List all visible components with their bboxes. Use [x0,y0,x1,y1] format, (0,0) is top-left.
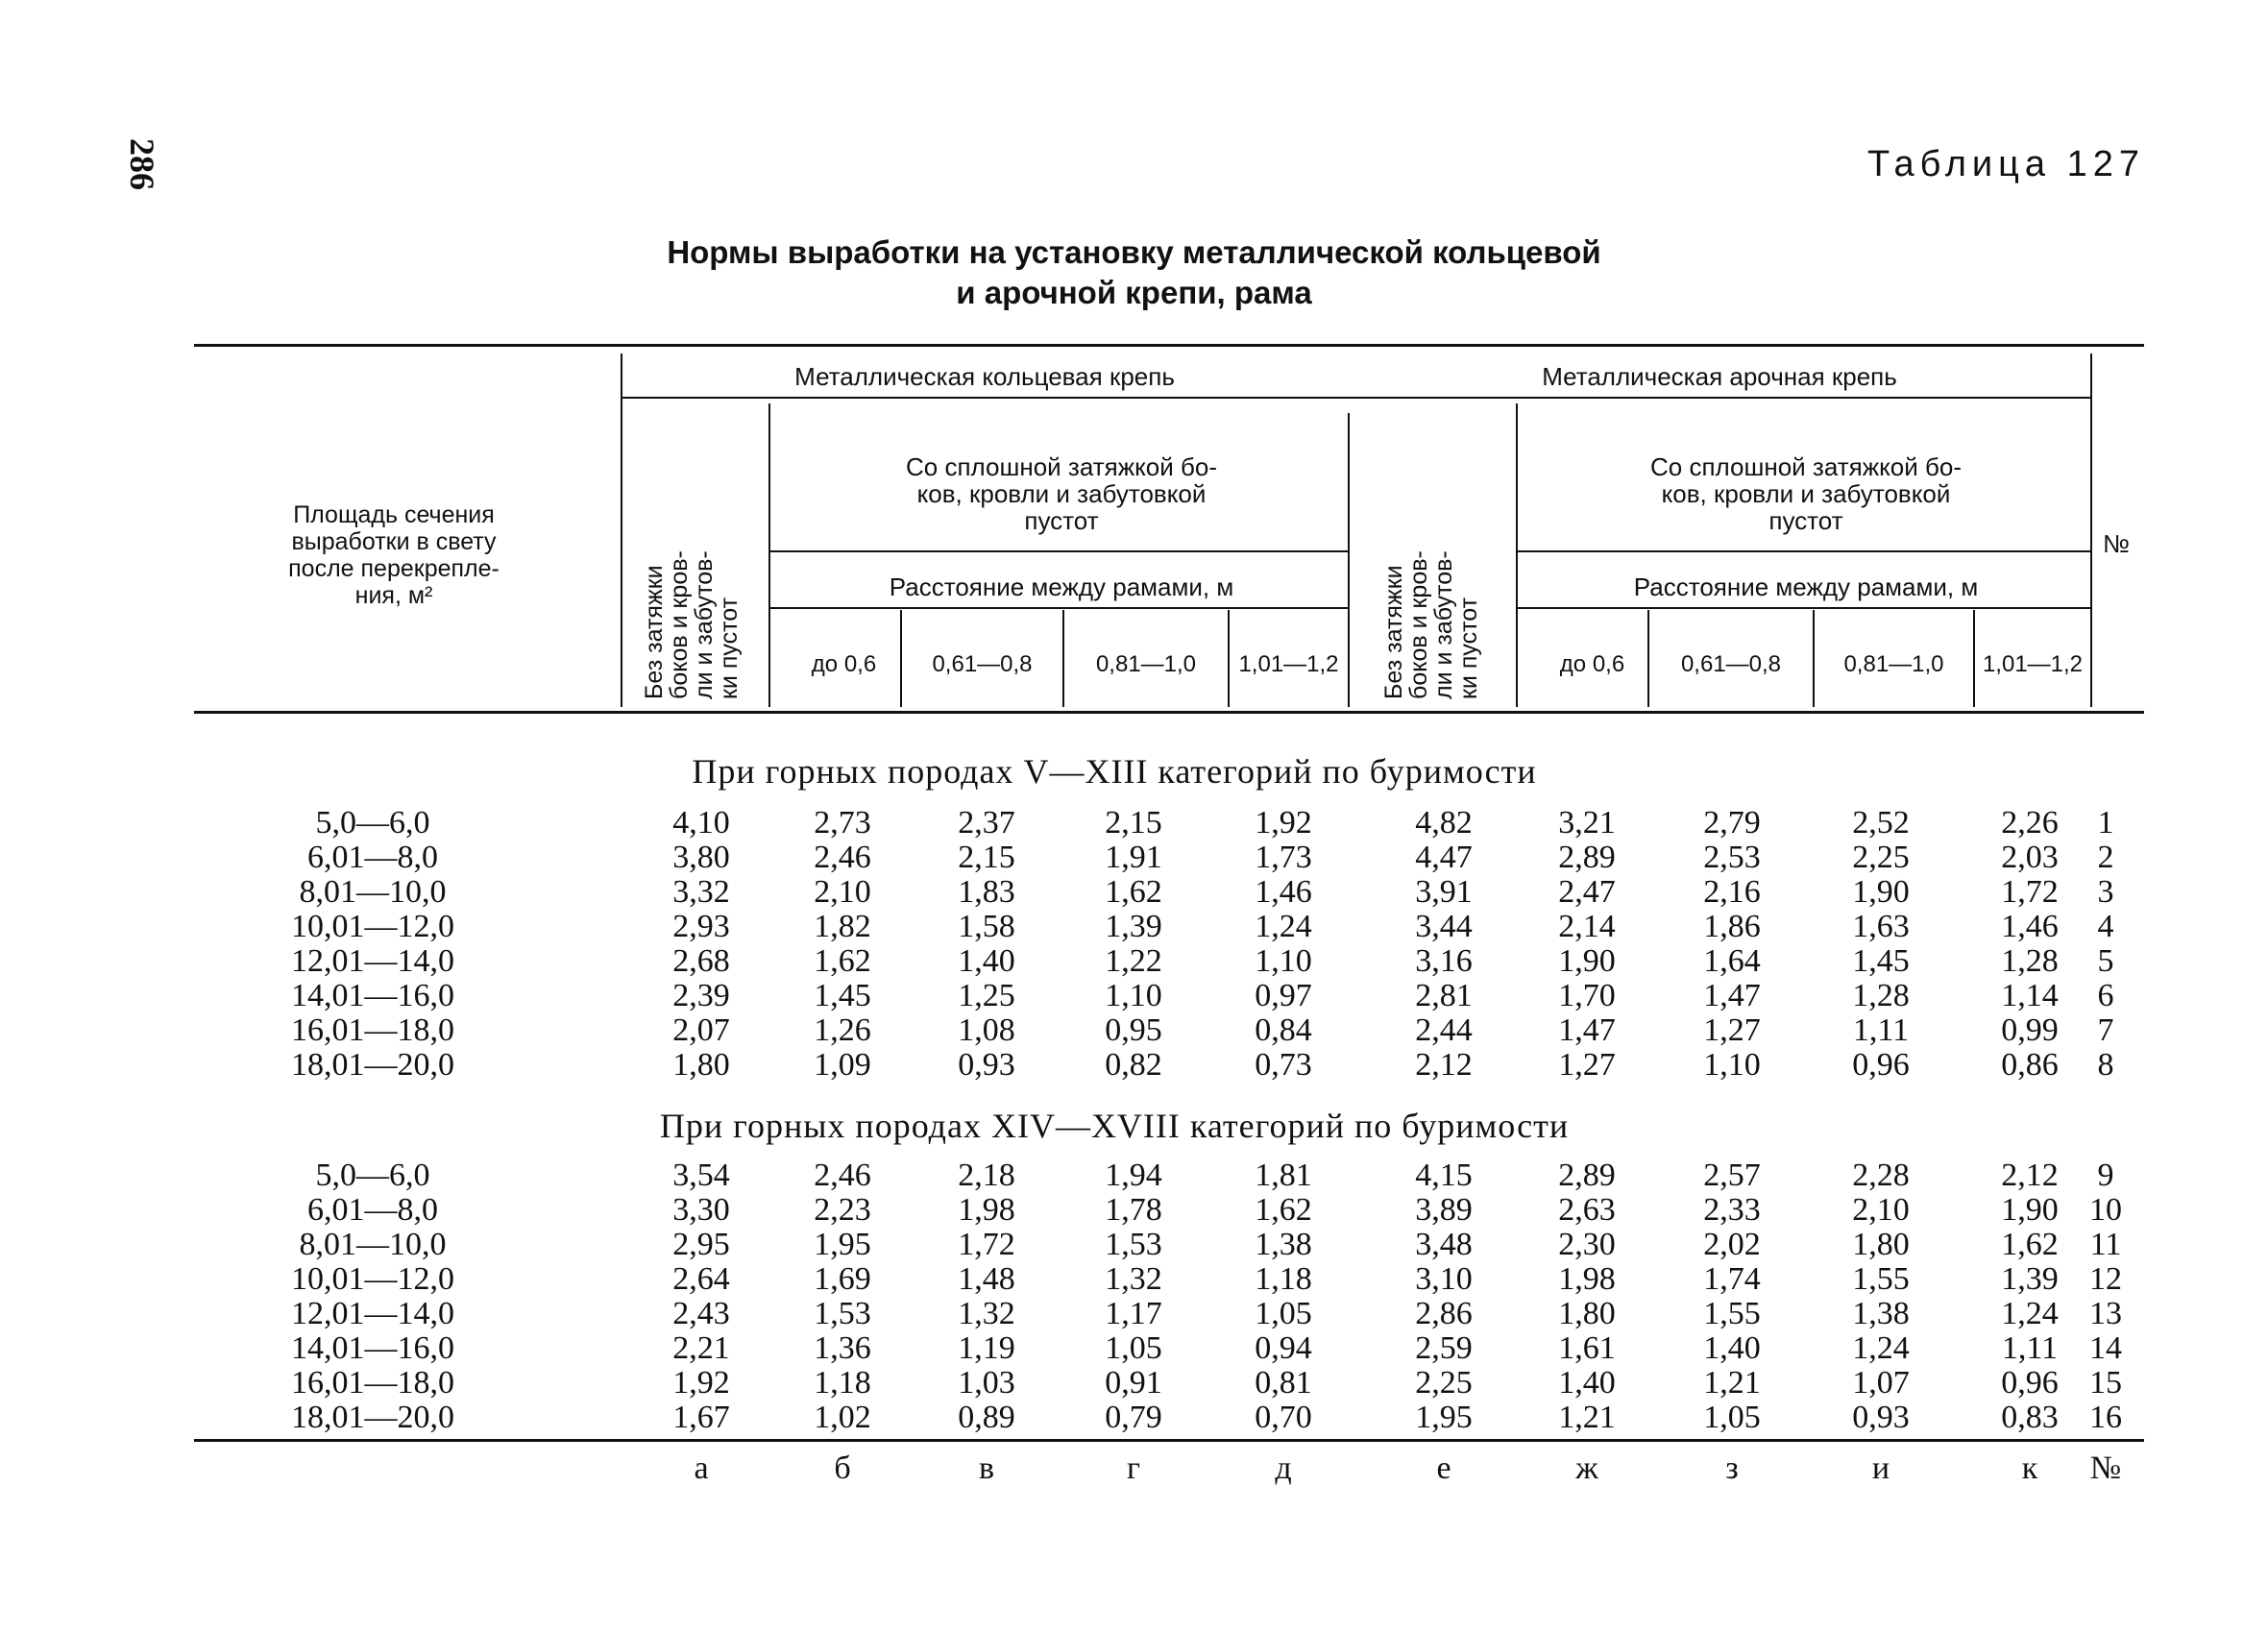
value-cell: 1,08 [958,1012,1015,1048]
value-cell: 1,02 [814,1400,871,1435]
value-cell: 1,18 [814,1365,871,1401]
value-cell: 1,32 [1105,1261,1162,1297]
value-cell: 2,23 [814,1192,871,1228]
value-cell: 2,37 [958,805,1015,841]
arch-no-tie-line-3: ли и забутов- [1430,550,1457,699]
arch-solid-line-3: пустот [1768,506,1843,535]
value-cell: 1,21 [1703,1365,1761,1401]
value-cell: 0,99 [2001,1012,2059,1048]
value-cell: 1,55 [1852,1261,1910,1297]
value-cell: 1,53 [1105,1227,1162,1262]
value-cell: 1,81 [1255,1158,1312,1193]
value-cell: 1,80 [1558,1296,1616,1331]
area-cell: 16,01—18,0 [291,1365,454,1401]
value-cell: 1,73 [1255,840,1312,875]
value-cell: 2,07 [672,1012,730,1048]
section-1-title: При горных породах V—XIII категорий по буримости [692,752,1537,791]
ring-solid-line-1: Со сплошной затяжкой бо- [906,452,1217,481]
row-number-cell: 15 [2089,1365,2122,1401]
value-cell: 2,30 [1558,1227,1616,1262]
value-cell: 1,46 [2001,909,2059,944]
column-letter: ж [1575,1450,1598,1486]
table-row [0,1330,2268,1365]
ring-no-tie-line-4: ки пустот [716,597,743,699]
table-row [0,1365,2268,1400]
value-cell: 1,24 [1255,909,1312,944]
value-cell: 0,89 [958,1400,1015,1435]
table-row [0,1296,2268,1330]
value-cell: 4,47 [1415,840,1473,875]
arch-group-header: Металлическая арочная крепь [1542,362,1897,391]
value-cell: 1,61 [1558,1330,1616,1366]
value-cell: 1,11 [1852,1012,1910,1048]
arch-solid-tie-header [1523,453,2089,534]
value-cell: 1,19 [958,1330,1015,1366]
area-header-line-4: ния, м² [354,582,433,609]
value-cell: 0,96 [2001,1365,2059,1401]
value-cell: 2,95 [672,1227,730,1262]
row-number-cell: 3 [2097,874,2114,910]
value-cell: 1,90 [1558,943,1616,979]
row-number-cell: 9 [2097,1158,2114,1193]
value-cell: 3,44 [1415,909,1473,944]
value-cell: 2,59 [1415,1330,1473,1366]
arch-spacing-value-4: 1,01—1,2 [1982,651,2084,677]
column-letter: и [1871,1450,1890,1486]
row-number-cell: 6 [2097,978,2114,1013]
value-cell: 2,39 [672,978,730,1013]
value-cell: 1,48 [958,1261,1015,1297]
value-cell: 2,57 [1703,1158,1761,1193]
value-cell: 1,70 [1558,978,1616,1013]
area-cell: 12,01—14,0 [291,1296,454,1331]
value-cell: 2,64 [672,1261,730,1297]
value-cell: 0,96 [1852,1047,1910,1083]
ring-solid-underline [770,550,1348,552]
value-cell: 2,14 [1558,909,1616,944]
table-title-line-2: и арочной крепи, рама [956,275,1312,310]
value-cell: 0,73 [1255,1047,1312,1083]
value-cell: 2,12 [1415,1047,1473,1083]
value-cell: 1,09 [814,1047,871,1083]
value-cell: 1,17 [1105,1296,1162,1331]
value-cell: 1,98 [958,1192,1015,1228]
value-cell: 2,52 [1852,805,1910,841]
table-row [0,805,2268,840]
group-underline [622,397,2090,399]
value-cell: 1,11 [2001,1330,2059,1366]
value-cell: 1,39 [2001,1261,2059,1297]
value-cell: 2,86 [1415,1296,1473,1331]
table-row [0,1400,2268,1434]
value-cell: 3,80 [672,840,730,875]
table-row [0,874,2268,909]
table-row [0,978,2268,1012]
area-cell: 18,01—20,0 [291,1400,454,1435]
value-cell: 1,98 [1558,1261,1616,1297]
ring-no-tie-line-2: боков и кров- [666,550,693,699]
value-cell: 2,25 [1852,840,1910,875]
value-cell: 0,84 [1255,1012,1312,1048]
row-number-cell: 2 [2097,840,2114,875]
value-cell: 3,16 [1415,943,1473,979]
value-cell: 2,33 [1703,1192,1761,1228]
value-cell: 3,10 [1415,1261,1473,1297]
value-cell: 1,32 [958,1296,1015,1331]
value-cell: 1,10 [1703,1047,1761,1083]
value-cell: 1,86 [1703,909,1761,944]
area-cell: 12,01—14,0 [291,943,454,979]
area-cell: 5,0—6,0 [315,1158,430,1193]
value-cell: 1,03 [958,1365,1015,1401]
value-cell: 0,79 [1105,1400,1162,1435]
value-cell: 1,63 [1852,909,1910,944]
row-number-cell: 13 [2089,1296,2122,1331]
column-letter: № [2089,1450,2122,1486]
value-cell: 0,70 [1255,1400,1312,1435]
value-cell: 1,92 [672,1365,730,1401]
value-cell: 1,92 [1255,805,1312,841]
value-cell: 2,79 [1703,805,1761,841]
arch-solid-line-2: ков, кровли и забутовкой [1661,479,1951,508]
value-cell: 1,90 [2001,1192,2059,1228]
column-letter: з [1725,1450,1739,1486]
arch-no-tie-line-2: боков и кров- [1405,550,1432,699]
row-number-cell: 8 [2097,1047,2114,1083]
header-bottom-rule [194,711,2144,714]
value-cell: 2,15 [1105,805,1162,841]
area-cell: 6,01—8,0 [307,1192,438,1228]
value-cell: 1,27 [1703,1012,1761,1048]
value-cell: 2,02 [1703,1227,1761,1262]
table-title-line-1: Нормы выработки на установку металлической кольцевой [667,234,1601,270]
value-cell: 1,25 [958,978,1015,1013]
value-cell: 2,10 [1852,1192,1910,1228]
value-cell: 1,55 [1703,1296,1761,1331]
value-cell: 1,24 [1852,1330,1910,1366]
header-divider-arch-notie [1516,403,1518,707]
arch-solid-line-1: Со сплошной затяжкой бо- [1650,452,1962,481]
value-cell: 2,26 [2001,805,2059,841]
value-cell: 1,10 [1105,978,1162,1013]
area-cell: 8,01—10,0 [299,874,447,910]
area-cell: 10,01—12,0 [291,1261,454,1297]
value-cell: 1,58 [958,909,1015,944]
value-cell: 2,89 [1558,1158,1616,1193]
value-cell: 2,15 [958,840,1015,875]
value-cell: 1,10 [1255,943,1312,979]
value-cell: 0,94 [1255,1330,1312,1366]
value-cell: 2,21 [672,1330,730,1366]
value-cell: 1,38 [1255,1227,1312,1262]
ring-spacing-value-2: 0,61—0,8 [932,651,1033,677]
value-cell: 0,97 [1255,978,1312,1013]
value-cell: 1,67 [672,1400,730,1435]
row-number-cell: 7 [2097,1012,2114,1048]
value-cell: 1,94 [1105,1158,1162,1193]
value-cell: 1,05 [1703,1400,1761,1435]
value-cell: 0,81 [1255,1365,1312,1401]
value-cell: 0,83 [2001,1400,2059,1435]
number-column-header: № [2103,529,2130,558]
area-cell: 16,01—18,0 [291,1012,454,1048]
ring-no-tie-line-3: ли и забутов- [691,550,718,699]
value-cell: 3,91 [1415,874,1473,910]
value-cell: 3,54 [672,1158,730,1193]
column-letter: б [834,1450,851,1486]
table-row [0,1012,2268,1047]
value-cell: 1,28 [2001,943,2059,979]
value-cell: 1,72 [2001,874,2059,910]
value-cell: 2,18 [958,1158,1015,1193]
value-cell: 1,91 [1105,840,1162,875]
value-cell: 1,62 [1105,874,1162,910]
ring-solid-line-3: пустот [1024,506,1099,535]
value-cell: 1,05 [1105,1330,1162,1366]
table-row [0,1227,2268,1261]
value-cell: 1,62 [2001,1227,2059,1262]
value-cell: 2,89 [1558,840,1616,875]
value-cell: 2,03 [2001,840,2059,875]
value-cell: 1,78 [1105,1192,1162,1228]
value-cell: 2,63 [1558,1192,1616,1228]
value-cell: 3,32 [672,874,730,910]
value-cell: 1,22 [1105,943,1162,979]
row-number-cell: 10 [2089,1192,2122,1228]
area-header-line-1: Площадь сечения [293,501,495,528]
value-cell: 4,82 [1415,805,1473,841]
row-number-cell: 5 [2097,943,2114,979]
arch-spacing-value-3: 0,81—1,0 [1843,651,1944,677]
value-cell: 1,74 [1703,1261,1761,1297]
row-number-cell: 1 [2097,805,2114,841]
area-cell: 10,01—12,0 [291,909,454,944]
value-cell: 1,80 [672,1047,730,1083]
area-cell: 18,01—20,0 [291,1047,454,1083]
area-cell: 6,01—8,0 [307,840,438,875]
value-cell: 0,93 [1852,1400,1910,1435]
section-2-title: При горных породах XIV—XVIII категорий по буримости [659,1107,1570,1145]
value-cell: 2,46 [814,1158,871,1193]
value-cell: 1,46 [1255,874,1312,910]
value-cell: 0,95 [1105,1012,1162,1048]
value-cell: 1,14 [2001,978,2059,1013]
value-cell: 3,48 [1415,1227,1473,1262]
value-cell: 1,40 [1703,1330,1761,1366]
table-row [0,1158,2268,1192]
table-row [0,1192,2268,1227]
area-column-header [231,501,557,609]
ring-spacing-header: Расстояние между рамами, м [889,573,1234,601]
value-cell: 3,30 [672,1192,730,1228]
table-row [0,1261,2268,1296]
area-header-line-3: после перекрепле- [288,555,500,582]
value-cell: 2,10 [814,874,871,910]
value-cell: 1,40 [958,943,1015,979]
area-cell: 14,01—16,0 [291,1330,454,1366]
value-cell: 2,44 [1415,1012,1473,1048]
column-letter: а [694,1450,709,1486]
value-cell: 1,18 [1255,1261,1312,1297]
value-cell: 1,28 [1852,978,1910,1013]
value-cell: 1,95 [814,1227,871,1262]
value-cell: 4,15 [1415,1158,1473,1193]
value-cell: 1,90 [1852,874,1910,910]
ring-spacing-value-3: 0,81—1,0 [1095,651,1197,677]
value-cell: 0,91 [1105,1365,1162,1401]
ring-spacing-value-4: 1,01—1,2 [1238,651,1339,677]
arch-no-tie-header [1381,550,1481,699]
arch-solid-underline [1518,550,2090,552]
value-cell: 1,82 [814,909,871,944]
value-cell: 1,69 [814,1261,871,1297]
column-letter: в [978,1450,995,1486]
arch-spacing-value-2: 0,61—0,8 [1680,651,1782,677]
header-divider-ring-notie [768,403,770,707]
page-number: 286 [123,138,161,190]
value-cell: 1,64 [1703,943,1761,979]
arch-spacing-underline [1518,607,2090,609]
row-number-cell: 4 [2097,909,2114,944]
area-header-line-2: выработки в свету [291,528,497,555]
value-cell: 1,47 [1703,978,1761,1013]
value-cell: 1,95 [1415,1400,1473,1435]
ring-spacing-value-1: до 0,6 [811,651,877,677]
table-top-rule [194,344,2144,347]
value-cell: 2,16 [1703,874,1761,910]
value-cell: 2,73 [814,805,871,841]
value-cell: 1,47 [1558,1012,1616,1048]
ring-no-tie-header [642,550,742,699]
column-letter: е [1436,1450,1451,1486]
arch-spacing-value-1: до 0,6 [1559,651,1625,677]
ring-group-header: Металлическая кольцевая крепь [794,362,1175,391]
value-cell: 2,47 [1558,874,1616,910]
arch-no-tie-line-4: ки пустот [1455,597,1482,699]
column-letter: г [1127,1450,1140,1486]
value-cell: 1,38 [1852,1296,1910,1331]
value-cell: 0,93 [958,1047,1015,1083]
row-number-cell: 12 [2089,1261,2122,1297]
value-cell: 2,68 [672,943,730,979]
value-cell: 2,46 [814,840,871,875]
value-cell: 1,53 [814,1296,871,1331]
value-cell: 3,21 [1558,805,1616,841]
value-cell: 1,26 [814,1012,871,1048]
value-cell: 2,12 [2001,1158,2059,1193]
value-cell: 1,36 [814,1330,871,1366]
value-cell: 1,24 [2001,1296,2059,1331]
column-letter: д [1275,1450,1292,1486]
value-cell: 2,93 [672,909,730,944]
value-cell: 1,21 [1558,1400,1616,1435]
value-cell: 0,82 [1105,1047,1162,1083]
value-cell: 3,89 [1415,1192,1473,1228]
value-cell: 2,28 [1852,1158,1910,1193]
ring-solid-line-2: ков, кровли и забутовкой [916,479,1207,508]
ring-no-tie-line-1: Без затяжки [641,565,668,699]
header-divider-ring-end [1348,413,1350,707]
value-cell: 4,10 [672,805,730,841]
row-number-cell: 11 [2089,1227,2122,1262]
table-row [0,1047,2268,1082]
value-cell: 2,43 [672,1296,730,1331]
value-cell: 1,72 [958,1227,1015,1262]
value-cell: 2,25 [1415,1365,1473,1401]
area-cell: 14,01—16,0 [291,978,454,1013]
table-bottom-rule [194,1439,2144,1442]
value-cell: 1,62 [814,943,871,979]
column-letter: к [2021,1450,2038,1486]
table-row [0,840,2268,874]
value-cell: 1,80 [1852,1227,1910,1262]
column-letters-row [0,1450,2268,1489]
value-cell: 1,39 [1105,909,1162,944]
value-cell: 1,07 [1852,1365,1910,1401]
value-cell: 2,53 [1703,840,1761,875]
table-title [0,232,2268,313]
ring-solid-tie-header [778,453,1345,534]
table-row [0,943,2268,978]
value-cell: 1,45 [814,978,871,1013]
value-cell: 1,40 [1558,1365,1616,1401]
value-cell: 1,27 [1558,1047,1616,1083]
row-number-cell: 14 [2089,1330,2122,1366]
area-cell: 8,01—10,0 [299,1227,447,1262]
value-cell: 1,05 [1255,1296,1312,1331]
value-cell: 1,45 [1852,943,1910,979]
value-cell: 2,81 [1415,978,1473,1013]
value-cell: 0,86 [2001,1047,2059,1083]
header-divider-area [621,353,622,707]
value-cell: 1,62 [1255,1192,1312,1228]
arch-spacing-header: Расстояние между рамами, м [1633,573,1979,601]
table-label: Таблица 127 [1867,144,2145,184]
ring-spacing-underline [770,607,1348,609]
area-cell: 5,0—6,0 [315,805,430,841]
row-number-cell: 16 [2089,1400,2122,1435]
arch-no-tie-line-1: Без затяжки [1380,565,1407,699]
table-row [0,909,2268,943]
value-cell: 1,83 [958,874,1015,910]
